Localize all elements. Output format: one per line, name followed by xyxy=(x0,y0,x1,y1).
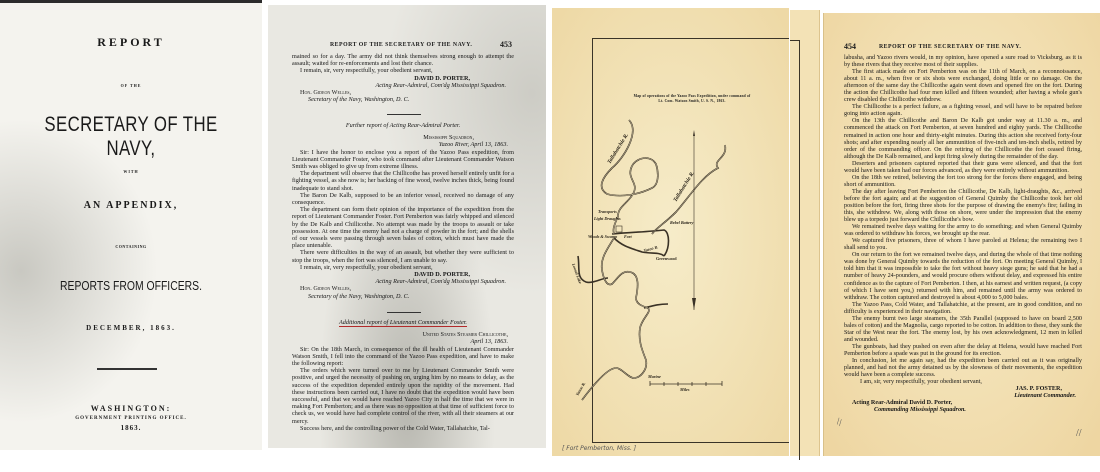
signature-title: Acting Rear-Admiral, Com'dg Mississippi Squadron. xyxy=(375,278,506,286)
fort-icon xyxy=(616,226,622,232)
label-marine: Marine xyxy=(648,374,661,379)
paragraph: The Yazoo Pass, Cold Water, and Tallahatchie, at the present, are in good condition, and no difficulty is experienced in their navigation. xyxy=(844,301,1082,315)
title-report: REPORT xyxy=(97,35,165,49)
page-number: 453 xyxy=(500,40,512,49)
title-appendix: AN APPENDIX, xyxy=(83,200,179,211)
paragraph: Deserters and prisoners captured reported that their guns were silenced, and that the fort would have been taken had our forces advanced, as they were entirely without ammunition. xyxy=(844,160,1082,174)
label-loosal-lake: Loosal Lake xyxy=(571,262,584,285)
label-fort: Fort xyxy=(624,234,632,239)
map-title-line1: Map of operations of the Yazoo Pass Expedition, under command of xyxy=(633,94,751,98)
paragraph: On the 18th we retired, believing the fort too strong for the forces there engaged, and being short of ammunition. xyxy=(844,174,1082,188)
paragraph: The day after leaving Fort Pemberton the Chillicothe, De Kalb, light-draughts, &c., arrived before the fort again; and at the suggestion of General Quimby the Chillicothe took her old position before the fort, firing three shots for the purpose of drawing the enemy's fire; failing in this, she withdrew. We, along with those on shore, were under the impression that the enemy blew up a torpedo just forward the Chillicothe's bow. xyxy=(844,188,1082,224)
paragraph: The Baron De Kalb, supposed to be an inferior vessel, received no damage of any consequence. xyxy=(292,191,514,207)
map-page xyxy=(552,8,789,456)
signature-title: Lieutenant Commander. xyxy=(1014,393,1076,400)
report-page-454 xyxy=(823,13,1100,456)
paragraph: The enemy burnt two large steamers, the 35th Parallel (supposed to have on board 2,500 bales of cotton) and the Magnolia, cargo reported to be cotton. In addition to these, they sunk the Star of the West near the fort. The enemy lost, by his own acknowledgment, 12 men in killed and wounded. xyxy=(844,315,1082,343)
signature-name: DAVID D. PORTER, xyxy=(414,74,470,82)
section-title-underlined: Additional report of Lieutenant Commander Foster. xyxy=(339,319,467,326)
dateline-date: April 13, 1863. xyxy=(470,338,508,346)
closing: I am, sir, very respectfully, your obedient servant, xyxy=(860,379,982,386)
imprint-year: 1863. xyxy=(120,424,142,432)
paragraph: There were difficulties in the way of an assault, but whether they were sufficient to stop the troops, when the fort was silenced, I am unable to say. xyxy=(292,249,514,264)
signature-name: JAS. P. FOSTER, xyxy=(1015,386,1062,393)
label-yazoo-river: Yazoo R. xyxy=(642,244,659,253)
label-transports: Transports xyxy=(598,209,617,214)
dateline-place: Mississippi Squadron, xyxy=(423,134,474,142)
label-woods-swamp: Woods & Swamp xyxy=(588,234,618,239)
page2-section3 xyxy=(292,319,514,432)
title-containing: CONTAINING xyxy=(115,244,147,249)
imprint-publisher: GOVERNMENT PRINTING OFFICE. xyxy=(75,416,187,421)
label-scale-miles: Miles xyxy=(680,387,690,392)
page-edge xyxy=(790,10,820,456)
title-with: WITH xyxy=(123,169,139,174)
closing: I remain, sir, very respectfully, your obedient servant, xyxy=(300,67,433,75)
paragraph: mained so for a day. The army did not think themselves strong enough to attempt the assault; waited for re-enforcements and lost their chance. xyxy=(292,53,514,68)
page2-section2 xyxy=(292,122,514,300)
paragraph: Sir: On the 18th March, in consequence of the ill health of Lieutenant Commander Watson Smith, I fell into the command of the Yazoo Pass expedition, and have to make the following report: xyxy=(292,345,514,368)
paragraph: The Chillicothe is a perfect failure, as a fighting vessel, and will have to be repaired before going into action again. xyxy=(844,104,1082,118)
section-divider xyxy=(387,114,421,115)
page4-body xyxy=(844,55,1082,414)
dateline-place: United States Steamer Chillicothe, xyxy=(422,331,508,339)
section-title: Further report of Acting Rear-Admiral Porter. xyxy=(345,122,461,129)
paragraph: On the 13th the Chillicothe and Baron De Kalb got under way at 11.30 a. m., and commenced the attack on Fort Pemberton, at seven hundred and eighty yards. The Chillicothe remained in action one hour and thirty-eight minutes. During this action she received forty-four shots; and after expending nearly all her ammunition of five-inch and ten-inch shells, retired by order of the commanding officer. On the retiring of the Chillicothe the fort ceased firing, although the De Kalb remained, and kept firing slowly during the remainder of the day. xyxy=(844,118,1082,160)
running-head: REPORT OF THE SECRETARY OF THE NAVY. xyxy=(330,42,473,48)
page2-body xyxy=(292,53,514,103)
scale-bar xyxy=(650,381,722,386)
paragraph: labusha, and Yazoo rivers would, in my opinion, have opened a sure road to Vicksburg, as it is by these rivers that they receive most of their supplies. xyxy=(844,55,1082,69)
addressee: Acting Rear-Admiral David D. Porter, xyxy=(852,400,953,407)
paragraph: The first attack made on Fort Pemberton was on the 11th of March, on a reconnoissance, about 11 a. m., when five or six shots were exchanged, doing little or no damage. On the afternoon of the same day the Chillicothe again went down and opened fire on the fort. During the action the Chillicothe had four men killed and fifteen wounded; after having a whole gun's crew disabled the Chillicothe withdrew. xyxy=(844,69,1082,104)
addressee: Hon. Gideon Welles, xyxy=(300,89,352,97)
yazoo-pass-map xyxy=(552,8,789,456)
closing: I remain, sir, very respectfully, your obedient servant, xyxy=(300,263,433,271)
paragraph: The orders which were turned over to me by Lieutenant Commander Smith were positive, and urged the necessity of pushing on, urging him by no means to delay, as the success of the expedition depended entirely upon the rapidity of the movement. Had these instructions been carried out, I have no doubt that the expedition would have been successful, and that we would have reached Yazoo City in half the time that we were in making Fort Pemberton; and as there was no opposition at that time of sufficient force to check us, we would have had complete control of the river, with all their steamers at our mercy. xyxy=(292,367,514,425)
paragraph: We remained twelve days waiting for the army to do something; and when General Quimby was ordered to withdraw his forces, we brought up the rear. xyxy=(844,224,1082,238)
report-page-453 xyxy=(268,5,546,448)
title-date: DECEMBER, 1863. xyxy=(86,324,176,332)
dateline-date: Yazoo River, April 13, 1863. xyxy=(438,141,508,149)
title-reports: REPORTS FROM OFFICERS. xyxy=(60,278,202,293)
signature-name: DAVID D. PORTER, xyxy=(414,271,470,279)
running-head: REPORT OF THE SECRETARY OF THE NAVY. xyxy=(879,44,1022,50)
addressee: Hon. Gideon Welles, xyxy=(300,285,352,293)
label-greenwood: Greenwood xyxy=(656,256,677,261)
paragraph: The department will observe that the Chillicothe has proved herself entirely unfit for a fighting vessel, as she now is; her backing of fine wood, twelve inches thick, being found inadequate to stand shot. xyxy=(292,170,514,192)
handwritten-caption: [ Fort Pemberton, Miss. ] xyxy=(562,445,637,452)
label-light-draughts: Light Draughts xyxy=(594,216,621,221)
page-number: 454 xyxy=(844,42,856,51)
paragraph: We captured five prisoners, three of whom I have paroled at Helena; the remaining two I shall send to you. xyxy=(844,238,1082,252)
label-yazoo-lower: Yazoo R. xyxy=(574,381,587,397)
addressee-title: Secretary of the Navy, Washington, D. C. xyxy=(308,292,410,300)
title-of-the: OF THE xyxy=(120,83,142,88)
paragraph: In conclusion, let me again say, had the expedition been carried out as it was originally planned, and had not the army detained us by the slowness of their movements, the expedition would have been a complete success. xyxy=(844,358,1082,379)
label-rebel-battery: Rebel Battery xyxy=(670,220,694,225)
pencil-mark-left: \\ xyxy=(833,416,845,429)
title-divider xyxy=(97,368,157,370)
imprint-place: WASHINGTON: xyxy=(90,404,172,413)
paragraph: Sir: I have the honor to enclose you a report of the Yazoo Pass expedition, from Lieutenant Commander Foster, who took command after Lieutenant Commander Watson Smith was obliged to give up from extreme illness. xyxy=(292,148,514,171)
paragraph: Success here, and the controlling power of the Cold Water, Tallahatchie, Tal- xyxy=(300,424,490,432)
label-tallahatchie-right: Tallahatchie R. xyxy=(672,170,697,204)
signature-title: Acting Rear-Admiral, Com'dg Mississippi Squadron. xyxy=(375,81,506,89)
map-title-line2: Lt. Com. Watson Smith, U. S. N., 1863. xyxy=(658,98,726,103)
title-page xyxy=(0,0,262,450)
pencil-mark-right: // xyxy=(1076,428,1082,439)
paragraph: The department can form their opinion of the importance of the expedition from the report of Lieutenant Commander Foster. Fort Pemberton was fairly whipped and silenced by the De Kalb and Chillicothe. No attempt was made by the troops to assault or take possession. At one time the enemy had not a charge of powder in the fort; and the shells of our vessels were passing through seven bales of cotton, which must have made the place untenable. xyxy=(292,206,514,250)
paragraph: The gunboats, had they pushed on even after the delay at Helena, would have reached Fort Pemberton before a spade was put in the ground for its erection. xyxy=(844,343,1082,357)
addressee-title: Secretary of the Navy, Washington, D. C. xyxy=(308,96,410,104)
addressee-title: Commanding Mississippi Squadron. xyxy=(874,407,966,414)
section-divider xyxy=(387,312,421,313)
title-secretary: SECRETARY OF THE NAVY, xyxy=(44,113,218,160)
paragraph: On our return to the fort we remained twelve days, and during the whole of that time nothing was done by General Quimby towards the reduction of the fort. On meeting General Quimby, I told him that it was impossible to take the fort without heavy siege guns; he said that he had a number of heavy 24-pounders, and would procure others without delay, and expressed his entire confidence as to the capture of Fort Pemberton. I then, at his earnest and written request, (a copy of which I have sent you,) returned with him, and remained until the army was ordered to withdraw. The cotton captured and destroyed is about 4,000 to 5,000 bales. xyxy=(844,252,1082,301)
label-tallahatchie-upper: Tallahatchie R. xyxy=(606,132,631,166)
